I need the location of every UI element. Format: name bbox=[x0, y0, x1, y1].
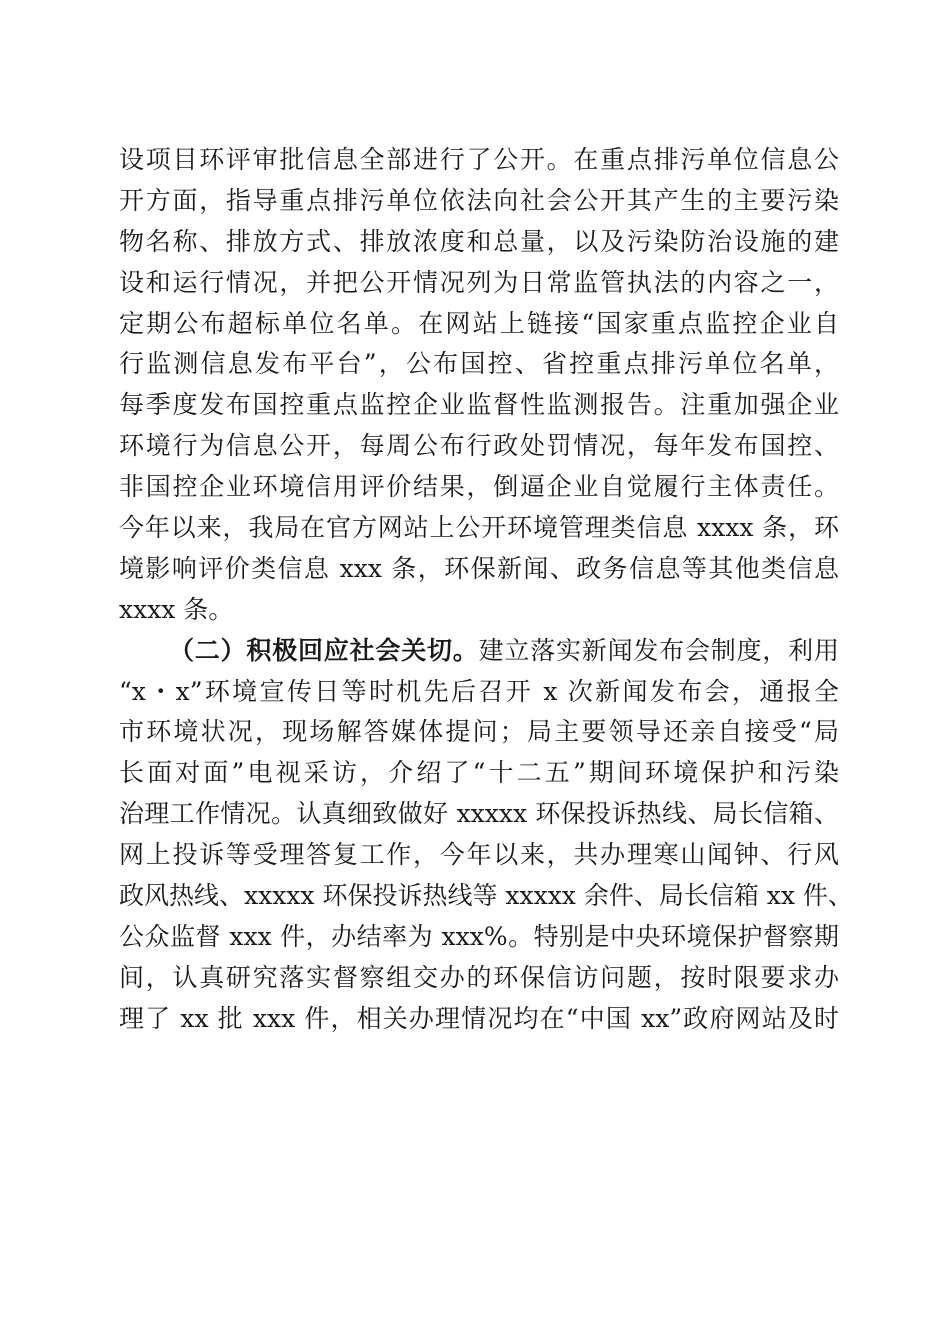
text-line: 设和运行情况，并把公开情况列为日常监管执法的内容之一， bbox=[119, 267, 839, 297]
text-line: 理了 xx 批 xxx 件，相关办理情况均在“中国 xx”政府网站及时 bbox=[119, 1003, 839, 1033]
text-line: 政风热线、xxxxx 环保投诉热线等 xxxxx 余件、局长信箱 xx 件、 bbox=[119, 881, 853, 911]
text-line: 网上投诉等受理答复工作，今年以来，共办理寒山闻钟、行风 bbox=[119, 840, 839, 870]
text-line: “x・x”环境宣传日等时机先后召开 x 次新闻发布会，通报全 bbox=[119, 676, 839, 706]
text-line: 定期公布超标单位名单。在网站上链接“国家重点监控企业自 bbox=[119, 308, 839, 338]
text-line: 开方面，指导重点排污单位依法向社会公开其产生的主要污染 bbox=[119, 185, 839, 215]
text-line: 设项目环评审批信息全部进行了公开。在重点排污单位信息公 bbox=[119, 145, 839, 174]
body-text bbox=[119, 140, 853, 1040]
text-line: 今年以来，我局在官方网站上公开环境管理类信息 xxxx 条，环 bbox=[119, 513, 839, 543]
text-line: 间，认真研究落实督察组交办的环保信访问题，按时限要求办 bbox=[119, 962, 839, 992]
text-line: 环境行为信息公开，每周公布行政处罚情况，每年发布国控、 bbox=[119, 431, 839, 461]
text-line: 每季度发布国控重点监控企业监督性监测报告。注重加强企业 bbox=[119, 390, 839, 420]
text-line: 市环境状况，现场解答媒体提问；局主要领导还亲自接受“局 bbox=[119, 717, 839, 747]
text-run: 建立落实新闻发布会制度，利用 bbox=[478, 635, 839, 665]
text-line: 境影响评价类信息 xxx 条，环保新闻、政务信息等其他类信息 bbox=[119, 553, 839, 583]
text-line: 物名称、排放方式、排放浓度和总量，以及污染防治设施的建 bbox=[119, 226, 839, 256]
text-line: 非国控企业环境信用评价结果，倒逼企业自觉履行主体责任。 bbox=[119, 472, 839, 502]
section-heading: （二）积极回应社会关切。 bbox=[169, 635, 479, 665]
text-line: 公众监督 xxx 件，办结率为 xxx%。特别是中央环境保护督察期 bbox=[119, 921, 839, 951]
text-line: 长面对面”电视采访，介绍了“十二五”期间环境保护和污染 bbox=[119, 758, 839, 788]
text-line: 治理工作情况。认真细致做好 xxxxx 环保投诉热线、局长信箱、 bbox=[119, 799, 839, 829]
text-line: 行监测信息发布平台”，公布国控、省控重点排污单位名单， bbox=[119, 349, 839, 379]
text-line: xxxx 条。 bbox=[119, 594, 234, 624]
section-heading-line bbox=[119, 631, 839, 672]
